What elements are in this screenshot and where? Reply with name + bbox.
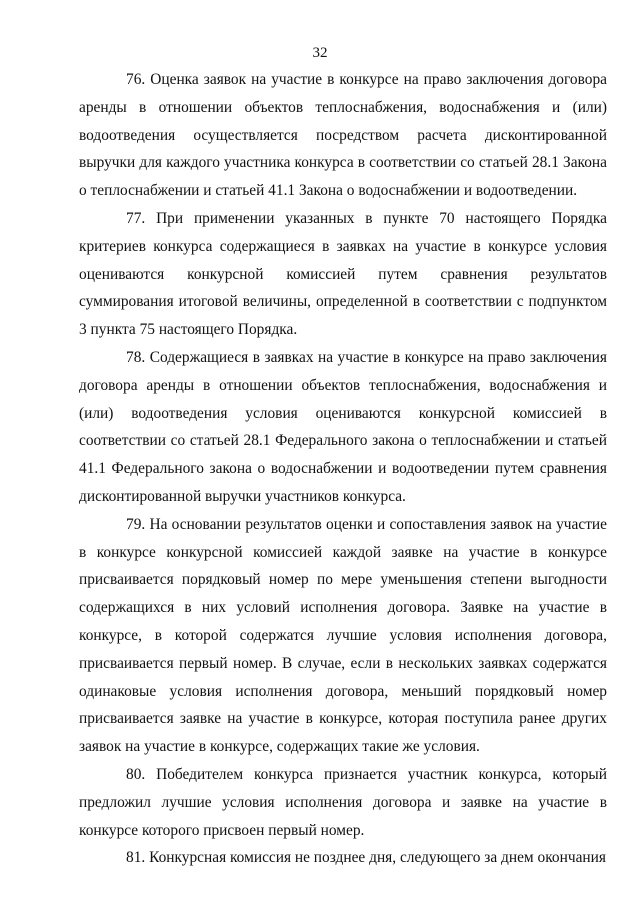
paragraph-76: 76. Оценка заявок на участие в конкурсе на право заключения договора аренды в отношении объектов теплоснабжения, водоснабжения и (или) водоотведения осуществляется посредством расчета дисконтированной выручки для каждого участника конкурса в соответствии со статьей 28.1 Закона о теплоснабжении и статьей 41.1 Закона о водоснабжении и водоотведении. — [79, 71, 607, 200]
paragraph-78: 78. Содержащиеся в заявках на участие в конкурсе на право заключения договора аренды в отношении объектов теплоснабжения, водоснабжения и (или) водоотведения условия оцениваются конкурсной комиссией в соответствии со статьей 28.1 Федерального закона о теплоснабжении и статьей 41.1 Федерального закона о водоснабжении и водоотведении путем сравнения дисконтированной выручки участников конкурса. — [79, 348, 607, 505]
paragraph-77: 77. При применении указанных в пункте 70 настоящего Порядка критериев конкурса содержащиеся в заявках на участие в конкурсе условия оцениваются конкурсной комиссией путем сравнения результатов суммирования итоговой величины, определенной в соответствии с подпунктом 3 пункта 75 настоящего Порядка. — [79, 209, 607, 339]
page-number: 32 — [312, 45, 328, 61]
paragraph-80: 80. Победителем конкурса признается участник конкурса, который предложил лучшие условия исполнения договора и заявке на участие в конкурсе которого присвоен первый номер. — [79, 765, 607, 839]
paragraph-81: 81. Конкурсная комиссия не позднее дня, следующего за днем окончания — [126, 849, 606, 867]
paragraph-79: 79. На основании результатов оценки и сопоставления заявок на участие в конкурсе конкурсной комиссией каждой заявке на участие в конкурсе присваивается порядковый номер по мере уменьшения степени выгодности содержащихся в них условий исполнения договора. Заявке на участие в конкурсе, в которой содержатся лучшие условия исполнения договора, присваивается первый номер. В случае, если в нескольких заявках содержатся одинаковые условия исполнения договора, меньший порядковый номер присваивается заявке на участие в конкурсе, которая поступила ранее других заявок на участие в конкурсе, содержащих такие же условия. — [79, 515, 607, 756]
document-body — [79, 66, 607, 872]
